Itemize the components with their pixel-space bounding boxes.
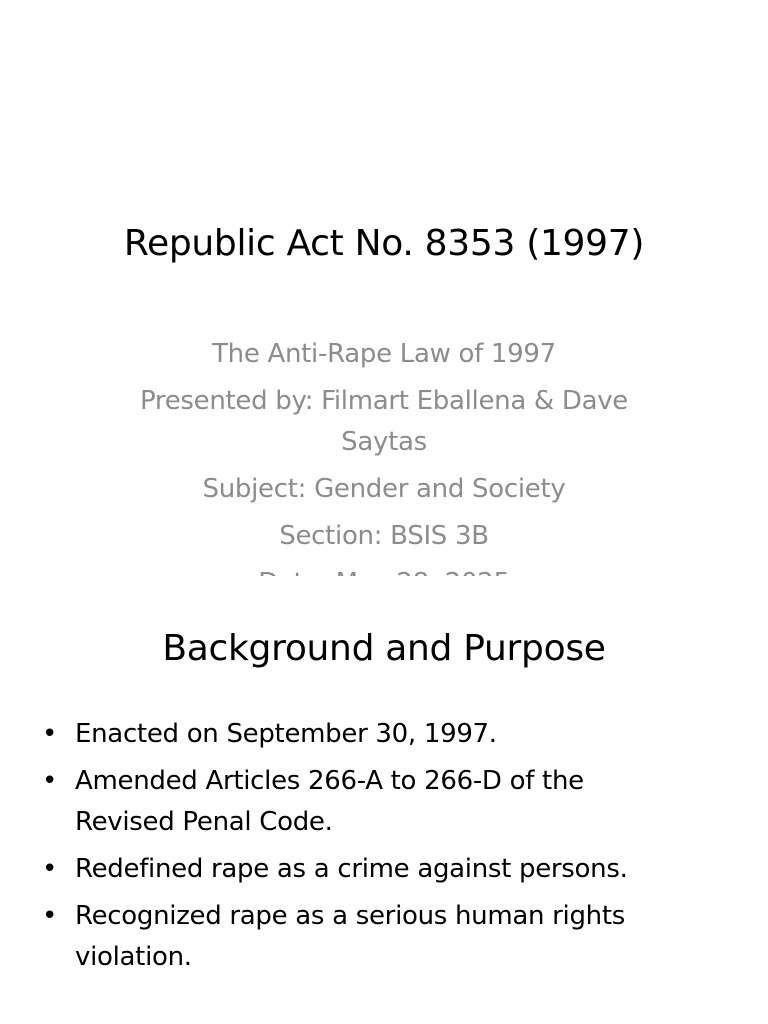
subtitle-presenters: Presented by: Filmart Eballena & Dave Saytas xyxy=(139,386,629,457)
bullet-icon: • xyxy=(42,719,58,749)
bullet-icon: • xyxy=(42,901,58,931)
slide-title: Background and Purpose xyxy=(162,628,606,669)
bullet-icon: • xyxy=(42,854,58,884)
subtitle-subject: Subject: Gender and Society xyxy=(202,474,566,504)
bullet-text: Redefined rape as a crime against persons. xyxy=(75,854,628,884)
list-item xyxy=(42,761,682,843)
bullet-icon: • xyxy=(42,766,58,796)
slide-subtitle xyxy=(134,334,634,610)
bullet-list xyxy=(42,714,682,984)
subtitle-law-name: The Anti-Rape Law of 1997 xyxy=(212,339,556,369)
list-item xyxy=(42,896,682,978)
bullet-text: Enacted on September 30, 1997. xyxy=(75,719,497,749)
subtitle-section: Section: BSIS 3B xyxy=(279,521,489,551)
list-item xyxy=(42,849,682,890)
slide-title: Republic Act No. 8353 (1997) xyxy=(123,223,645,264)
bullet-text: Recognized rape as a serious human rights violation. xyxy=(75,901,625,972)
bullet-text: Amended Articles 266-A to 266-D of the Revised Penal Code. xyxy=(75,766,584,837)
list-item xyxy=(42,714,682,755)
background-slide xyxy=(0,576,768,1024)
